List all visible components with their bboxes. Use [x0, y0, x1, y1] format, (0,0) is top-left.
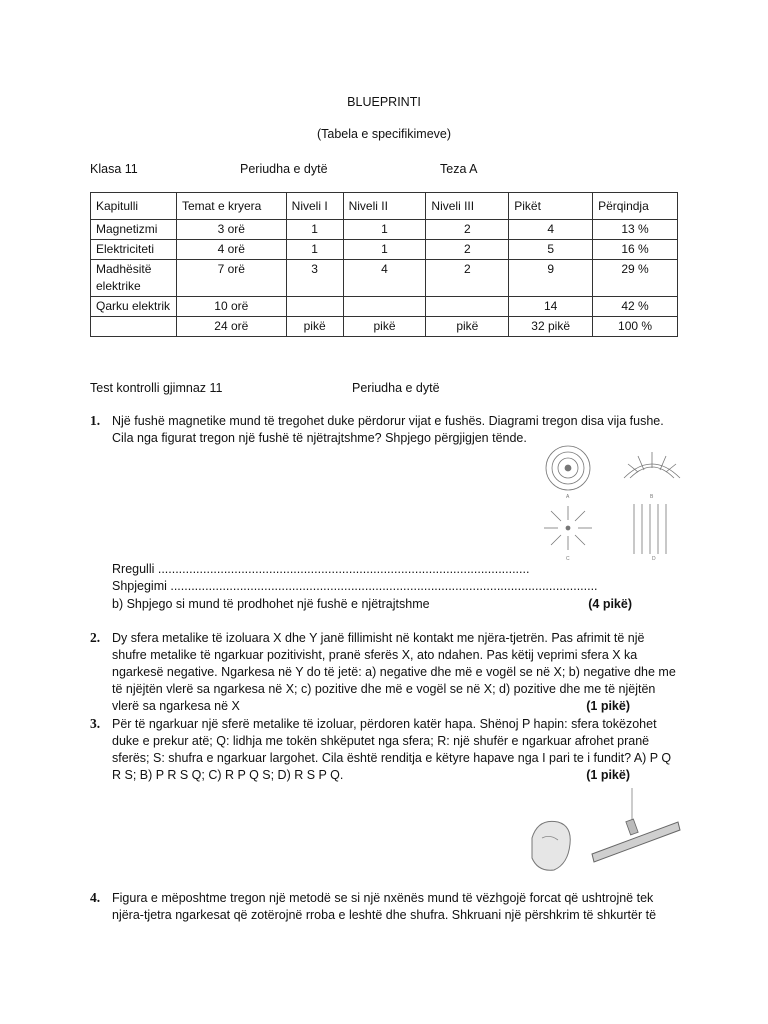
- table-cell: 16 %: [593, 240, 678, 260]
- table-cell: 42 %: [593, 297, 678, 317]
- table-total-row: [91, 317, 678, 337]
- table-cell: 4: [343, 260, 426, 297]
- fig-c-line: [575, 535, 585, 545]
- rod-holder: [626, 819, 638, 835]
- table-cell: 1: [286, 240, 343, 260]
- fig-b-line: [638, 456, 644, 470]
- answer-line-explanation: Shpjegimi ...........................................................................................................................: [112, 579, 598, 593]
- table-header-cell: Temat e kryera: [176, 193, 286, 220]
- table-cell: pikë: [426, 317, 509, 337]
- table-header-row: [91, 193, 678, 220]
- table-header-cell: Kapitulli: [91, 193, 177, 220]
- table-cell: [343, 297, 426, 317]
- table-cell: 9: [509, 260, 593, 297]
- fig-c-line: [551, 535, 561, 545]
- table-cell: 2: [426, 240, 509, 260]
- question-number: 1.: [90, 413, 101, 428]
- table-cell: 29 %: [593, 260, 678, 297]
- test-variant-label: Teza A: [440, 162, 478, 176]
- test-period: Periudha e dytë: [352, 381, 440, 395]
- table-row: [91, 220, 678, 240]
- question-text: Një fushë magnetike mund të tregohet duke përdorur vijat e fushës. Diagrami tregon disa vija fushe. Cila nga figurat tregon një fushë të njëtrajtshme? Shpjego përgjigjen tënde.: [112, 414, 664, 445]
- table-cell: 7 orë: [176, 260, 286, 297]
- table-cell: 4 orë: [176, 240, 286, 260]
- table-row: [91, 260, 678, 297]
- points-label: (1 pikë): [586, 768, 630, 782]
- table-cell: 2: [426, 220, 509, 240]
- table-header-cell: Përqindja: [593, 193, 678, 220]
- question-text: Figura e mëposhtme tregon një metodë se si një nxënës mund të vëzhgojë forcat që ushtrojnë tek njëra-tjetra ngarkesat që zotërojnë rroba e leshtë dhe shufra. Shkruani një përshkrim të shkurtër të: [112, 891, 657, 922]
- answer-line-rule: Rregulli ...........................................................................................................: [112, 562, 530, 576]
- question-text: Për të ngarkuar një sferë metalike të izoluar, përdoren katër hapa. Shënoj P hapin: sfera tokëzohet duke e prekur atë; Q: lidhja me tokën shkëputet nga sfera; R: një shufër e ngarkuar afrohet pranë sferës; S: shufra e ngarkuar largohet. Cila është renditja e këtyre hapave nga I pari te i fundit? A) P Q R S; B) P R S Q; C) R P Q S; D) R S P Q.: [112, 717, 672, 782]
- table-header-cell: Pikët: [509, 193, 593, 220]
- fig-b-line: [660, 456, 666, 470]
- fig-c-line: [551, 511, 561, 521]
- table-cell: 3 orë: [176, 220, 286, 240]
- table-cell: 1: [343, 240, 426, 260]
- specification-table: [90, 192, 678, 337]
- table-row: [91, 297, 678, 317]
- magnetic-field-figures: [528, 444, 688, 564]
- figure-label: C: [566, 556, 570, 562]
- question-block: [112, 716, 677, 784]
- table-cell: 32 pikë: [509, 317, 593, 337]
- test-title: Test kontrolli gjimnaz 11: [90, 381, 223, 395]
- table-cell: pikë: [343, 317, 426, 337]
- table-cell: Magnetizmi: [91, 220, 177, 240]
- class-label: Klasa 11: [90, 162, 138, 176]
- table-cell: 10 orë: [176, 297, 286, 317]
- page-title: BLUEPRINTI: [347, 95, 421, 109]
- page-subtitle: (Tabela e specifikimeve): [316, 127, 452, 141]
- table-cell: 1: [286, 220, 343, 240]
- table-cell: 2: [426, 260, 509, 297]
- table-cell: 4: [509, 220, 593, 240]
- period-label: Periudha e dytë: [240, 162, 328, 176]
- table-cell: [426, 297, 509, 317]
- table-header-cell: Niveli II: [343, 193, 426, 220]
- table-cell: [286, 297, 343, 317]
- fig-a-wire: [565, 465, 571, 471]
- question-number: 2.: [90, 630, 101, 645]
- charged-rod-illustration: [528, 788, 683, 878]
- question-number: 3.: [90, 716, 101, 731]
- question-text: Dy sfera metalike të izoluara X dhe Y janë fillimisht në kontakt me njëra-tjetrën. Pas afrimit të një shufre metalike të ngarkuar pozitivisht, pranë sferës X, ato ndahen. Pas këtij veprimi sfera X ka ngarkesë negative. Ngarkesa në Y do të jetë: a) negative dhe më e vogël se në X; b) negative dhe me të njëjtën vlerë sa ngarkesa në X; c) pozitive dhe më e vogël se në X; d) pozitive dhe me të njëjtën vlerë sa ngarkesa në X: [112, 631, 676, 713]
- table-header-cell: Niveli I: [286, 193, 343, 220]
- table-cell: 100 %: [593, 317, 678, 337]
- table-cell: 3: [286, 260, 343, 297]
- question-subpart: [112, 597, 632, 611]
- table-cell: Elektriciteti: [91, 240, 177, 260]
- points-label: (4 pikë): [588, 597, 632, 611]
- fig-c-charge: [566, 526, 570, 530]
- table-cell: Madhësitë elektrike: [91, 260, 177, 297]
- points-label: (1 pikë): [586, 699, 630, 713]
- table-header-cell: Niveli III: [426, 193, 509, 220]
- table-cell: 1: [343, 220, 426, 240]
- table-row: [91, 240, 678, 260]
- figure-label: D: [652, 556, 656, 562]
- table-cell: 13 %: [593, 220, 678, 240]
- figure-label: B: [650, 494, 654, 500]
- table-cell: 5: [509, 240, 593, 260]
- hand-with-wool: [532, 821, 570, 870]
- question-number: 4.: [90, 890, 101, 905]
- table-cell: 24 orë: [176, 317, 286, 337]
- figure-label: A: [566, 494, 570, 500]
- table-cell: Qarku elektrik: [91, 297, 177, 317]
- question-block: [112, 630, 677, 715]
- table-cell: [91, 317, 177, 337]
- fig-c-line: [575, 511, 585, 521]
- table-cell: pikë: [286, 317, 343, 337]
- question-subpart-text: b) Shpjego si mund të prodhohet një fushë e njëtrajtshme: [112, 597, 430, 611]
- table-cell: 14: [509, 297, 593, 317]
